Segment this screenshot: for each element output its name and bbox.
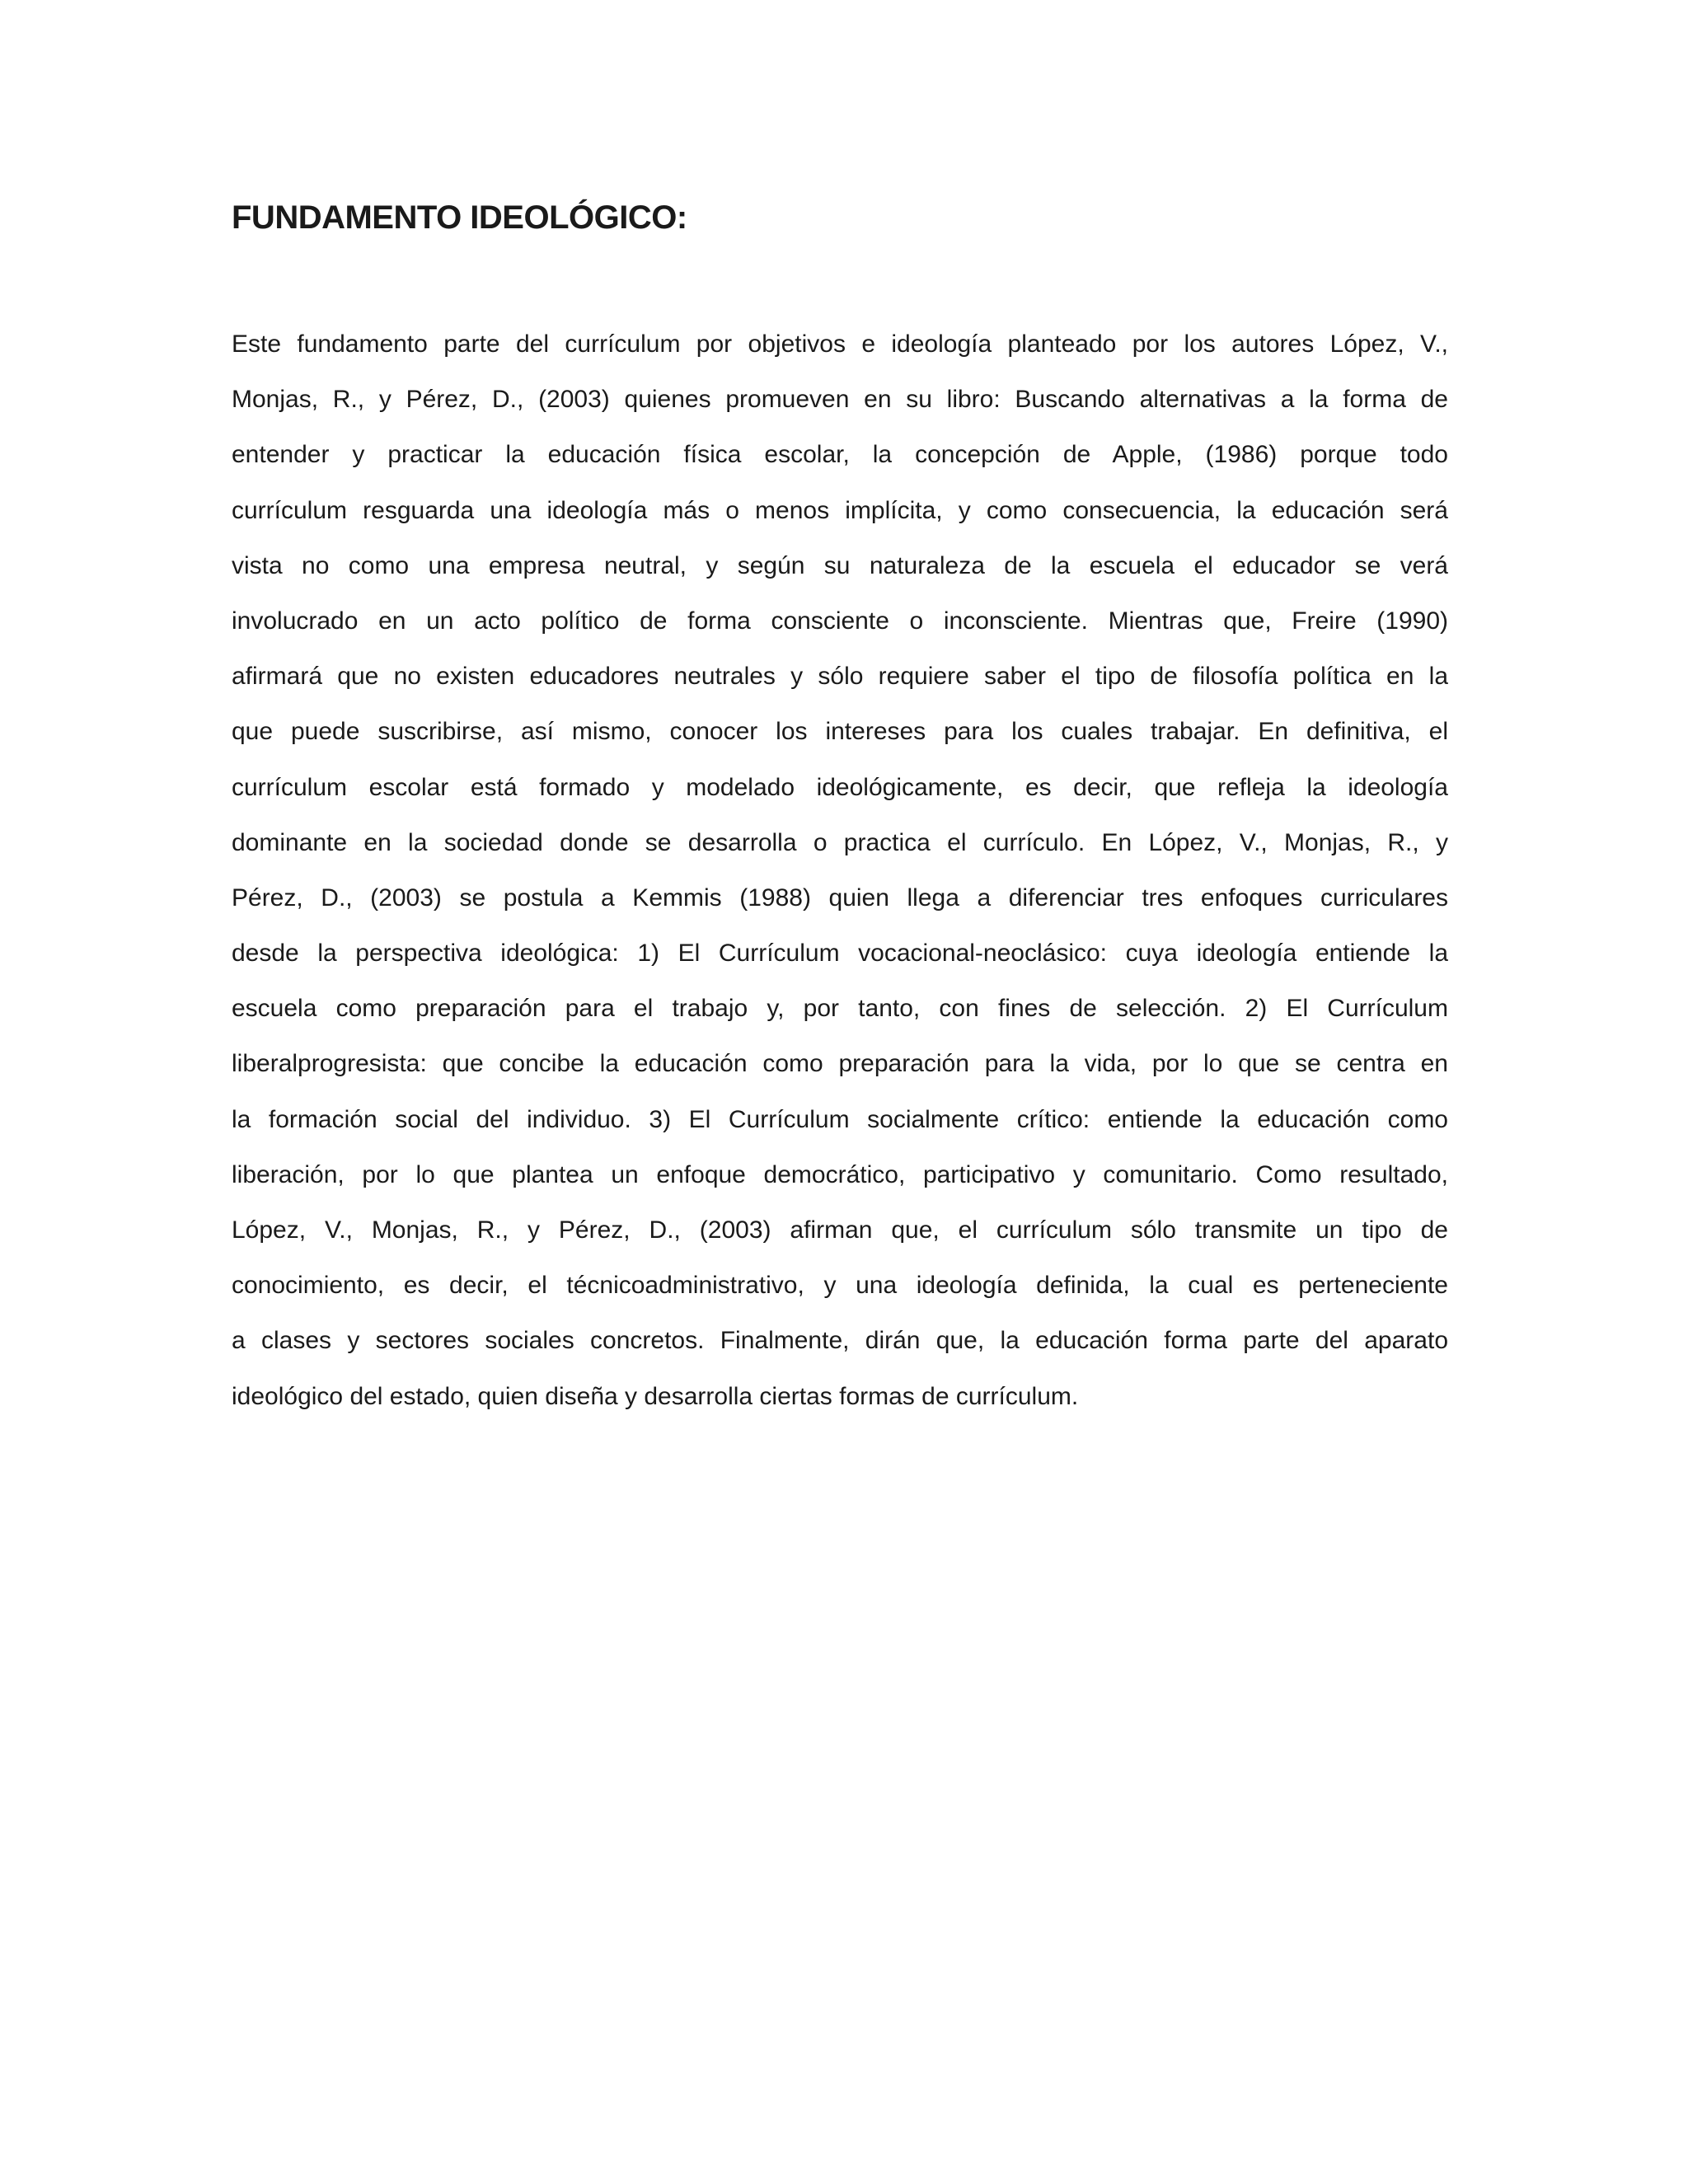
paragraph-line: Este fundamento parte del currículum por objetivos e ideología planteado por los autores López, V., bbox=[232, 330, 1448, 358]
paragraph-line: liberación, por lo que plantea un enfoque democrático, participativo y comunitario. Como resultado, bbox=[232, 1160, 1448, 1188]
paragraph-line: involucrado en un acto político de forma consciente o inconsciente. Mientras que, Freire (1990) bbox=[232, 607, 1448, 635]
paragraph-line: vista no como una empresa neutral, y según su naturaleza de la escuela el educador se verá bbox=[232, 551, 1448, 579]
paragraph-line: conocimiento, es decir, el técnicoadministrativo, y una ideología definida, la cual es perteneciente bbox=[232, 1272, 1448, 1300]
paragraph-line: López, V., Monjas, R., y Pérez, D., (2003) afirman que, el currículum sólo transmite un tipo de bbox=[232, 1216, 1448, 1244]
paragraph-line: liberalprogresista: que concibe la educación como preparación para la vida, por lo que se centra en bbox=[232, 1050, 1448, 1078]
paragraph-line: que puede suscribirse, así mismo, conocer los intereses para los cuales trabajar. En definitiva, el bbox=[232, 718, 1448, 746]
paragraph-line: ideológico del estado, quien diseña y desarrolla ciertas formas de currículum. bbox=[232, 1382, 1079, 1410]
paragraph-line: la formación social del individuo. 3) El Currículum socialmente crítico: entiende la educación como bbox=[232, 1105, 1448, 1133]
paragraph-line: a clases y sectores sociales concretos. Finalmente, dirán que, la educación forma parte del aparato bbox=[232, 1327, 1448, 1355]
paragraph-line: currículum escolar está formado y modelado ideológicamente, es decir, que refleja la ideología bbox=[232, 773, 1448, 801]
paragraph-line: desde la perspectiva ideológica: 1) El Currículum vocacional-neoclásico: cuya ideología entiende la bbox=[232, 940, 1448, 968]
paragraph-line: currículum resguarda una ideología más o menos implícita, y como consecuencia, la educación será bbox=[232, 496, 1448, 524]
paragraph-line: escuela como preparación para el trabajo y, por tanto, con fines de selección. 2) El Currículum bbox=[232, 995, 1448, 1023]
section-heading: FUNDAMENTO IDEOLÓGICO: bbox=[232, 199, 687, 236]
paragraph-line: entender y practicar la educación física escolar, la concepción de Apple, (1986) porque todo bbox=[232, 441, 1448, 469]
paragraph-line: afirmará que no existen educadores neutrales y sólo requiere saber el tipo de filosofía política en la bbox=[232, 663, 1448, 691]
paragraph-line: Monjas, R., y Pérez, D., (2003) quienes promueven en su libro: Buscando alternativas a la forma de bbox=[232, 386, 1448, 414]
paragraph-line: Pérez, D., (2003) se postula a Kemmis (1988) quien llega a diferenciar tres enfoques curriculares bbox=[232, 883, 1448, 912]
paragraph-line: dominante en la sociedad donde se desarrolla o practica el currículo. En López, V., Monjas, R., y bbox=[232, 828, 1448, 856]
body-paragraph bbox=[232, 316, 1448, 1424]
